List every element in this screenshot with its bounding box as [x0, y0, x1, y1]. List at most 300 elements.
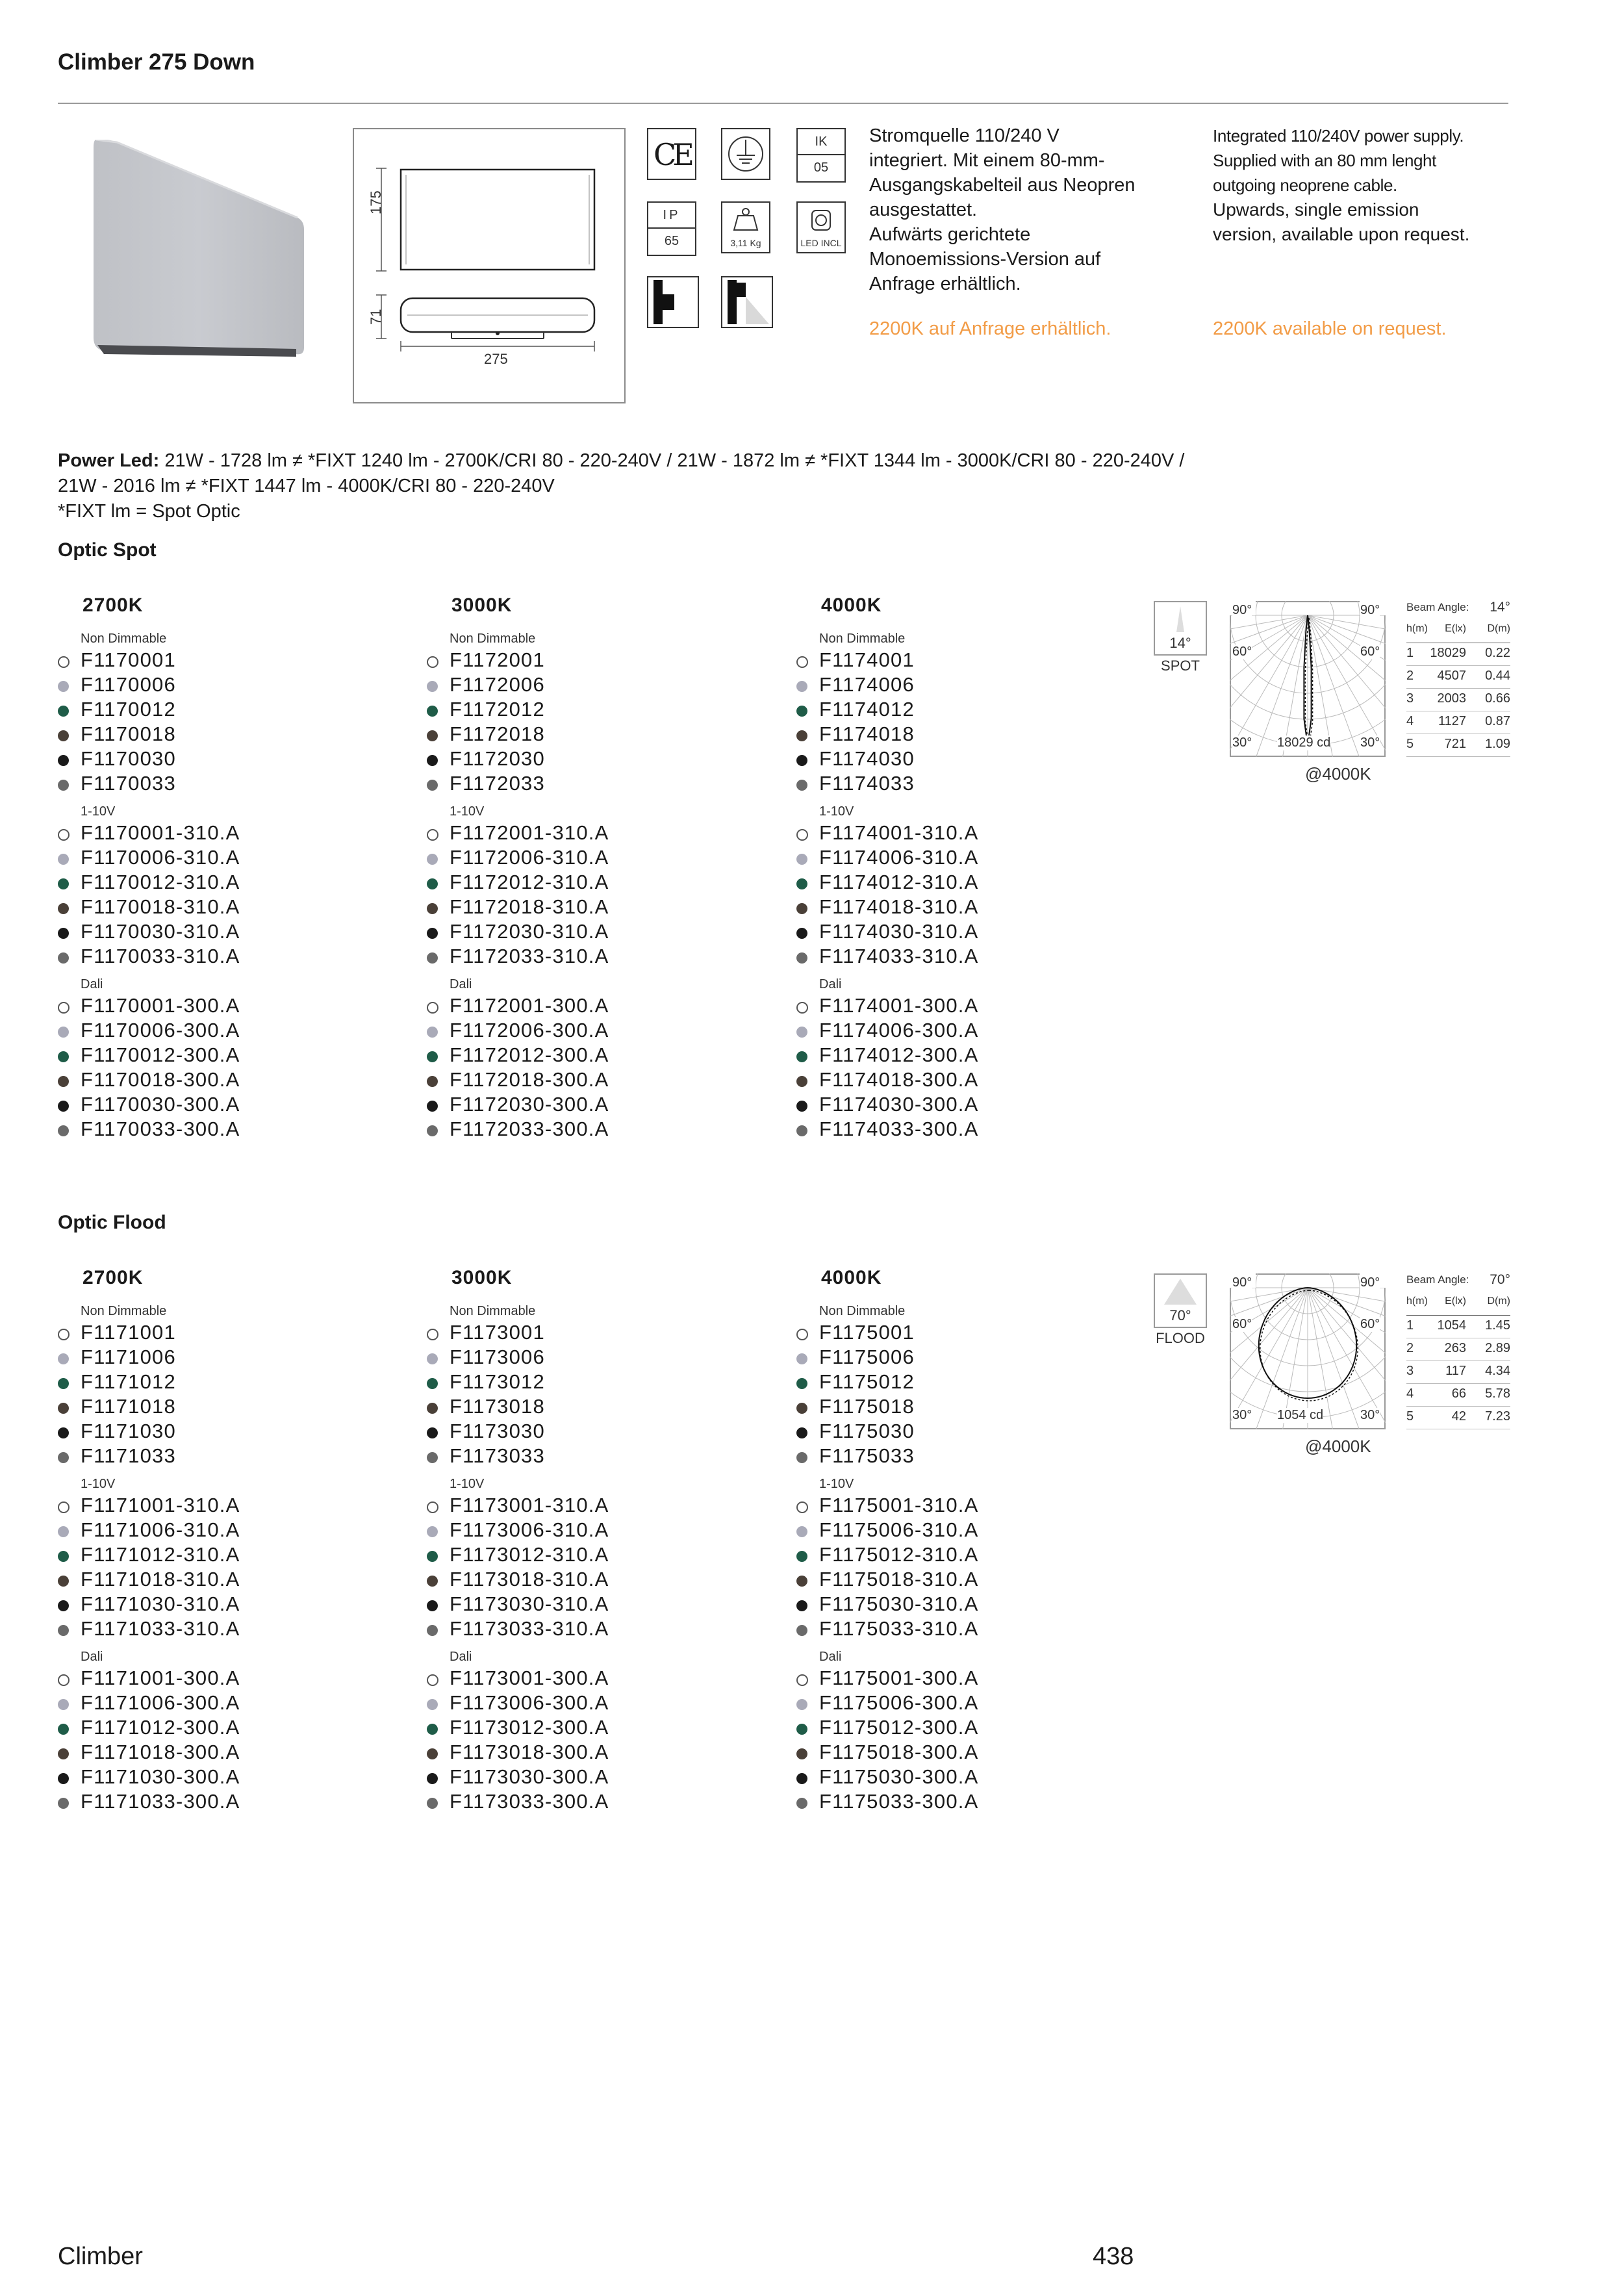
product-code: F1171006-310.A [81, 1518, 240, 1541]
product-code: F1174018-300.A [819, 1068, 979, 1091]
color-dot-anthracite [427, 1452, 438, 1463]
polar-angle-label: 30° [1232, 1408, 1252, 1422]
product-code: F1173030-300.A [450, 1765, 609, 1788]
color-dot-grey [796, 1699, 807, 1710]
beam-table-cell: 117 [1445, 1364, 1466, 1378]
product-code: F1171033 [81, 1444, 176, 1467]
product-code: F1171030 [81, 1420, 176, 1442]
beam-table-cell: 4507 [1437, 669, 1466, 683]
beam-table [1406, 601, 1510, 757]
polar-angle-label: 60° [1232, 1317, 1252, 1331]
product-code: F1175018-310.A [819, 1568, 979, 1591]
beam-table-cell: 0.22 [1485, 646, 1510, 660]
polar-peak-intensity: 1054 cd [1277, 1408, 1324, 1422]
product-code: F1174012 [819, 698, 915, 721]
color-dot-black [427, 928, 438, 939]
product-code: F1170006-300.A [81, 1019, 240, 1041]
beam-type-label: FLOOD [1156, 1330, 1205, 1346]
beam-table-cell: 1 [1406, 1318, 1414, 1333]
color-dot-brown [427, 1076, 438, 1087]
color-dot-black [58, 1773, 69, 1784]
product-code: F1175012 [819, 1370, 915, 1393]
beam-table-cell: D(m) [1487, 623, 1510, 634]
beam-type-label: SPOT [1161, 658, 1200, 674]
color-dot-grey [427, 1699, 438, 1710]
product-code: F1172001-310.A [450, 821, 609, 844]
color-dot-brown [58, 730, 69, 741]
group-label: 1-10V [81, 804, 116, 819]
product-code: F1174033-310.A [819, 945, 979, 967]
product-code: F1173033-300.A [450, 1790, 609, 1813]
color-dot-grey [58, 681, 69, 692]
color-dot-white [427, 1501, 438, 1513]
beam-cone-icon [1155, 602, 1206, 635]
product-code: F1170033-310.A [81, 945, 240, 967]
beam-table-label: Beam Angle: [1406, 1273, 1469, 1286]
code-column-2700k [58, 539, 383, 1140]
polar-angle-label: 30° [1360, 1408, 1380, 1422]
color-dot-brown [427, 903, 438, 914]
color-dot-black [58, 928, 69, 939]
beam-table-cell: 2003 [1437, 691, 1466, 706]
beam-angle-value: 70° [1169, 1307, 1191, 1323]
product-code: F1175033 [819, 1444, 915, 1467]
product-code: F1173030 [450, 1420, 545, 1442]
color-dot-grey [58, 854, 69, 865]
beam-table-cell: 18029 [1430, 646, 1466, 660]
color-dot-grey [796, 1353, 807, 1364]
product-code: F1174018 [819, 722, 915, 745]
color-dot-green [58, 1051, 69, 1062]
product-code: F1173018 [450, 1395, 545, 1418]
product-code: F1171012 [81, 1370, 176, 1393]
product-code: F1175006-300.A [819, 1691, 979, 1714]
product-code: F1171012-310.A [81, 1543, 240, 1566]
color-dot-anthracite [427, 1798, 438, 1809]
beam-angle-value: 14° [1169, 635, 1191, 651]
color-dot-anthracite [427, 1625, 438, 1636]
ik-rating-badge [796, 128, 846, 183]
beam-table-cell: 5.78 [1485, 1386, 1510, 1401]
color-dot-anthracite [427, 780, 438, 791]
color-dot-white [427, 1329, 438, 1340]
color-dot-anthracite [796, 1125, 807, 1136]
product-code: F1174030 [819, 747, 915, 770]
color-dot-brown [796, 1076, 807, 1087]
dim-height-bottom: 71 [368, 309, 384, 325]
product-code: F1170018 [81, 722, 176, 745]
code-column-3000k [427, 539, 752, 1140]
color-dot-brown [58, 1076, 69, 1087]
color-dot-green [427, 1551, 438, 1562]
polar-angle-label: 60° [1360, 1317, 1380, 1331]
product-code: F1173012-300.A [450, 1716, 609, 1739]
color-dot-green [427, 1378, 438, 1389]
color-dot-brown [796, 903, 807, 914]
color-dot-black [427, 755, 438, 766]
beam-table-row [1406, 734, 1510, 757]
led-included-label: LED INCL [800, 238, 842, 248]
color-dot-grey [796, 1027, 807, 1038]
beam-table-cell: 0.87 [1485, 714, 1510, 728]
description-de: Stromquelle 110/240 V integriert. Mit einem 80-mm- Ausgangskabelteil aus Neopren ausgestattet. Aufwärts gerichtete Monoemissions-Version auf Anfrage erhältlich. [869, 125, 1136, 294]
polar-reference-temp: @4000K [1305, 764, 1371, 784]
color-dot-anthracite [796, 952, 807, 964]
color-dot-grey [427, 1353, 438, 1364]
color-dot-brown [58, 903, 69, 914]
polar-angle-label: 90° [1360, 603, 1380, 617]
color-dot-white [58, 1674, 70, 1686]
product-code: F1171030-300.A [81, 1765, 240, 1788]
color-dot-black [796, 1427, 807, 1438]
color-dot-green [427, 1051, 438, 1062]
color-dot-brown [58, 1576, 69, 1587]
beam-table-row [1406, 1338, 1510, 1361]
power-led-label: Power Led: [58, 450, 160, 471]
beam-table-cell: 1.09 [1485, 737, 1510, 751]
color-dot-white [58, 829, 70, 841]
color-dot-white [796, 1002, 808, 1014]
ip-value: 65 [664, 234, 679, 248]
color-dot-green [58, 878, 69, 889]
beam-table-angle: 14° [1490, 600, 1510, 615]
dim-height-top: 175 [368, 190, 384, 214]
title-divider [58, 103, 1508, 104]
color-dot-brown [427, 1748, 438, 1759]
product-code: F1173012 [450, 1370, 545, 1393]
product-code: F1173006 [450, 1346, 545, 1368]
product-code: F1174001-300.A [819, 994, 979, 1017]
beam-table-cell: 0.66 [1485, 691, 1510, 706]
beam-cone-icon [1155, 1275, 1206, 1307]
beam-table-cell: D(m) [1487, 1296, 1510, 1307]
kelvin-heading: 4000K [821, 594, 882, 616]
beam-table-cell: 5 [1406, 737, 1414, 751]
color-dot-black [796, 1101, 807, 1112]
product-code: F1170012-300.A [81, 1043, 240, 1066]
product-code: F1170018-310.A [81, 895, 240, 918]
color-dot-brown [796, 730, 807, 741]
color-dot-white [58, 1329, 70, 1340]
polar-angle-label: 90° [1232, 603, 1252, 617]
product-code: F1174006-300.A [819, 1019, 979, 1041]
color-dot-anthracite [58, 780, 69, 791]
color-dot-green [58, 1551, 69, 1562]
product-code: F1172033-300.A [450, 1118, 609, 1140]
product-code: F1175012-300.A [819, 1716, 979, 1739]
product-code: F1170001 [81, 648, 176, 671]
product-code: F1171006 [81, 1346, 176, 1368]
beam-table-cell: E(lx) [1445, 1296, 1466, 1307]
product-code: F1174018-310.A [819, 895, 979, 918]
product-code: F1172012-310.A [450, 871, 609, 893]
product-code: F1175001-310.A [819, 1494, 979, 1516]
product-code: F1172018-310.A [450, 895, 609, 918]
product-code: F1174001-310.A [819, 821, 979, 844]
beam-table-cell: 1054 [1437, 1318, 1466, 1333]
product-code: F1170033 [81, 772, 176, 795]
polar-angle-label: 90° [1232, 1275, 1252, 1290]
color-dot-grey [58, 1027, 69, 1038]
group-label: Dali [819, 1650, 842, 1664]
kelvin-heading: 3000K [451, 1267, 513, 1288]
beam-table-cell: 7.23 [1485, 1409, 1510, 1424]
beam-table-row [1406, 643, 1510, 666]
polar-reference-temp: @4000K [1305, 1437, 1371, 1456]
product-code: F1173001-300.A [450, 1667, 609, 1689]
color-dot-anthracite [796, 1625, 807, 1636]
product-code: F1173030-310.A [450, 1592, 609, 1615]
color-dot-anthracite [58, 1452, 69, 1463]
ik-value: 05 [813, 160, 829, 175]
polar-angle-label: 90° [1360, 1275, 1380, 1290]
product-code: F1171006-300.A [81, 1691, 240, 1714]
color-dot-green [427, 706, 438, 717]
color-dot-green [427, 878, 438, 889]
code-column-3000k [427, 1212, 752, 1813]
product-code: F1174012-300.A [819, 1043, 979, 1066]
light-emission-down-icon [721, 276, 773, 328]
code-column-4000k [796, 1212, 1121, 1813]
color-dot-brown [796, 1576, 807, 1587]
beam-table-cell: 66 [1451, 1386, 1466, 1401]
color-dot-black [427, 1773, 438, 1784]
product-code: F1171033-300.A [81, 1790, 240, 1813]
product-code: F1173018-300.A [450, 1741, 609, 1763]
product-code: F1175012-310.A [819, 1543, 979, 1566]
color-dot-green [427, 1724, 438, 1735]
product-code: F1171018-310.A [81, 1568, 240, 1591]
beam-table-cell: h(m) [1406, 623, 1428, 634]
beam-table-cell: 721 [1444, 737, 1466, 751]
product-code: F1170030-300.A [81, 1093, 240, 1116]
polar-angle-label: 60° [1360, 645, 1380, 659]
product-code: F1171012-300.A [81, 1716, 240, 1739]
polar-light-distribution [1230, 1273, 1386, 1429]
color-dot-white [58, 1501, 70, 1513]
led-included-icon [796, 201, 846, 253]
color-dot-white [427, 656, 438, 668]
power-led-line2: 21W - 2016 lm ≠ *FIXT 1447 lm - 4000K/CRI 80 - 220-240V [58, 476, 555, 496]
page-title: Climber 275 Down [58, 49, 255, 75]
color-dot-black [796, 928, 807, 939]
color-dot-brown [796, 1403, 807, 1414]
product-code: F1175018-300.A [819, 1741, 979, 1763]
color-dot-green [58, 1724, 69, 1735]
product-code: F1172030-310.A [450, 920, 609, 943]
beam-cone [1176, 606, 1184, 632]
color-dot-brown [427, 1576, 438, 1587]
color-dot-black [796, 755, 807, 766]
product-code: F1170012-310.A [81, 871, 240, 893]
beam-table-cell: 1 [1406, 646, 1414, 660]
product-code: F1172033-310.A [450, 945, 609, 967]
product-code: F1174033 [819, 772, 915, 795]
power-led-line3: *FIXT lm = Spot Optic [58, 501, 240, 522]
group-label: Dali [450, 1650, 472, 1664]
earth-ground-icon [721, 128, 770, 180]
beam-table-cell: 3 [1406, 691, 1414, 706]
product-code: F1170030-310.A [81, 920, 240, 943]
color-dot-anthracite [58, 952, 69, 964]
product-code: F1170006-310.A [81, 846, 240, 869]
beam-table-cell: 0.44 [1485, 669, 1510, 683]
color-dot-white [427, 829, 438, 841]
product-code: F1171030-310.A [81, 1592, 240, 1615]
product-code: F1173033 [450, 1444, 545, 1467]
product-code: F1170012 [81, 698, 176, 721]
ce-mark-icon: CE [647, 128, 696, 180]
product-code: F1174012-310.A [819, 871, 979, 893]
color-dot-grey [796, 681, 807, 692]
polar-angle-label: 30° [1232, 735, 1252, 750]
ip-label: IP [648, 203, 695, 229]
color-dot-grey [58, 1526, 69, 1537]
color-dot-green [796, 878, 807, 889]
product-code: F1175001 [819, 1321, 915, 1344]
group-label: Non Dimmable [450, 1304, 536, 1318]
beam-table-cell: E(lx) [1445, 623, 1466, 634]
product-code: F1174006-310.A [819, 846, 979, 869]
group-label: Non Dimmable [819, 632, 906, 646]
polar-light-distribution [1230, 601, 1386, 757]
beam-table-head-row [1406, 1293, 1510, 1316]
product-code: F1175030-300.A [819, 1765, 979, 1788]
product-code: F1170018-300.A [81, 1068, 240, 1091]
beam-table-row [1406, 1316, 1510, 1338]
group-label: Dali [81, 1650, 103, 1664]
group-label: Dali [81, 977, 103, 991]
optic-title: Optic Flood [58, 1212, 166, 1233]
group-label: 1-10V [450, 804, 485, 819]
product-code: F1174033-300.A [819, 1118, 979, 1140]
color-dot-green [58, 1378, 69, 1389]
group-label: Non Dimmable [450, 632, 536, 646]
product-code: F1175006 [819, 1346, 915, 1368]
color-dot-white [427, 1674, 438, 1686]
beam-table [1406, 1273, 1510, 1429]
dim-width: 275 [484, 351, 508, 367]
color-dot-white [796, 1674, 808, 1686]
product-code: F1173006-300.A [450, 1691, 609, 1714]
beam-table-cell: 4.34 [1485, 1364, 1510, 1378]
product-code: F1171001-310.A [81, 1494, 240, 1516]
beam-table-cell: 5 [1406, 1409, 1414, 1424]
beam-table-row [1406, 711, 1510, 734]
color-dot-anthracite [427, 952, 438, 964]
group-label: Non Dimmable [81, 1304, 167, 1318]
color-dot-anthracite [58, 1625, 69, 1636]
beam-table-cell: 1127 [1438, 714, 1466, 728]
product-code: F1172012 [450, 698, 545, 721]
color-dot-green [796, 1551, 807, 1562]
color-dot-grey [427, 681, 438, 692]
product-code: F1174001 [819, 648, 915, 671]
color-dot-white [796, 1329, 808, 1340]
product-code: F1175030-310.A [819, 1592, 979, 1615]
ik-label: IK [798, 129, 844, 155]
optic-spot-section [0, 539, 1624, 1163]
color-dot-white [58, 656, 70, 668]
product-code: F1175030 [819, 1420, 915, 1442]
color-dot-anthracite [796, 1452, 807, 1463]
code-column-4000k [796, 539, 1121, 1140]
product-code: F1172012-300.A [450, 1043, 609, 1066]
color-dot-green [796, 1051, 807, 1062]
power-led-line1: 21W - 1728 lm ≠ *FIXT 1240 lm - 2700K/CRI 80 - 220-240V / 21W - 1872 lm ≠ *FIXT 1344 lm - 3000K/CRI 80 - 220-240V / [159, 450, 1185, 471]
beam-angle-icon [1154, 601, 1207, 656]
polar-peak-intensity: 18029 cd [1277, 735, 1331, 750]
beam-table-cell: 1.45 [1485, 1318, 1510, 1333]
product-code: F1172033 [450, 772, 545, 795]
beam-cone [1164, 1279, 1197, 1305]
beam-table-header [1406, 1273, 1510, 1293]
color-dot-black [427, 1101, 438, 1112]
beam-table-cell: 4 [1406, 714, 1414, 728]
color-dot-anthracite [427, 1125, 438, 1136]
description-de-2200k-note: 2200K auf Anfrage erhältlich. [869, 318, 1111, 339]
color-dot-white [796, 656, 808, 668]
color-dot-black [427, 1600, 438, 1611]
product-code: F1173001-310.A [450, 1494, 609, 1516]
product-code: F1172030-300.A [450, 1093, 609, 1116]
optic-title: Optic Spot [58, 539, 157, 561]
color-dot-brown [58, 1748, 69, 1759]
product-code: F1171018 [81, 1395, 176, 1418]
group-label: 1-10V [819, 804, 854, 819]
color-dot-grey [58, 1699, 69, 1710]
description-en-2200k-note: 2200K available on request. [1213, 318, 1447, 339]
color-dot-grey [427, 1526, 438, 1537]
product-code: F1171033-310.A [81, 1617, 240, 1640]
product-code: F1174030-310.A [819, 920, 979, 943]
product-code: F1175001-300.A [819, 1667, 979, 1689]
product-code: F1172001 [450, 648, 545, 671]
color-dot-green [796, 706, 807, 717]
description-en: Integrated 110/240V power supply. Supplied with an 80 mm lenght outgoing neoprene cable. Upwards, single emission version, available upon request. [1213, 126, 1470, 244]
color-dot-grey [427, 854, 438, 865]
product-code: F1173001 [450, 1321, 545, 1344]
color-dot-grey [427, 1027, 438, 1038]
product-code: F1173006-310.A [450, 1518, 609, 1541]
kelvin-heading: 2700K [82, 594, 144, 616]
product-code: F1172006-300.A [450, 1019, 609, 1041]
mounting-wall-icon [647, 276, 699, 328]
color-dot-anthracite [796, 780, 807, 791]
beam-table-header [1406, 601, 1510, 620]
product-code: F1175033-310.A [819, 1617, 979, 1640]
color-dot-black [58, 1101, 69, 1112]
page-number: 438 [1093, 2243, 1134, 2270]
beam-table-cell: h(m) [1406, 1296, 1428, 1307]
color-dot-black [58, 1600, 69, 1611]
group-label: 1-10V [81, 1477, 116, 1491]
power-led-spec [58, 448, 1552, 524]
color-dot-white [796, 829, 808, 841]
beam-table-row [1406, 1407, 1510, 1429]
footer-brand: Climber [58, 2243, 143, 2270]
product-code: F1170030 [81, 747, 176, 770]
product-code: F1170033-300.A [81, 1118, 240, 1140]
color-dot-anthracite [796, 1798, 807, 1809]
product-code: F1171018-300.A [81, 1741, 240, 1763]
beam-angle-icon [1154, 1273, 1207, 1328]
kelvin-heading: 3000K [451, 594, 513, 616]
product-code: F1172001-300.A [450, 994, 609, 1017]
code-column-2700k [58, 1212, 383, 1813]
beam-table-label: Beam Angle: [1406, 601, 1469, 613]
color-dot-green [58, 706, 69, 717]
